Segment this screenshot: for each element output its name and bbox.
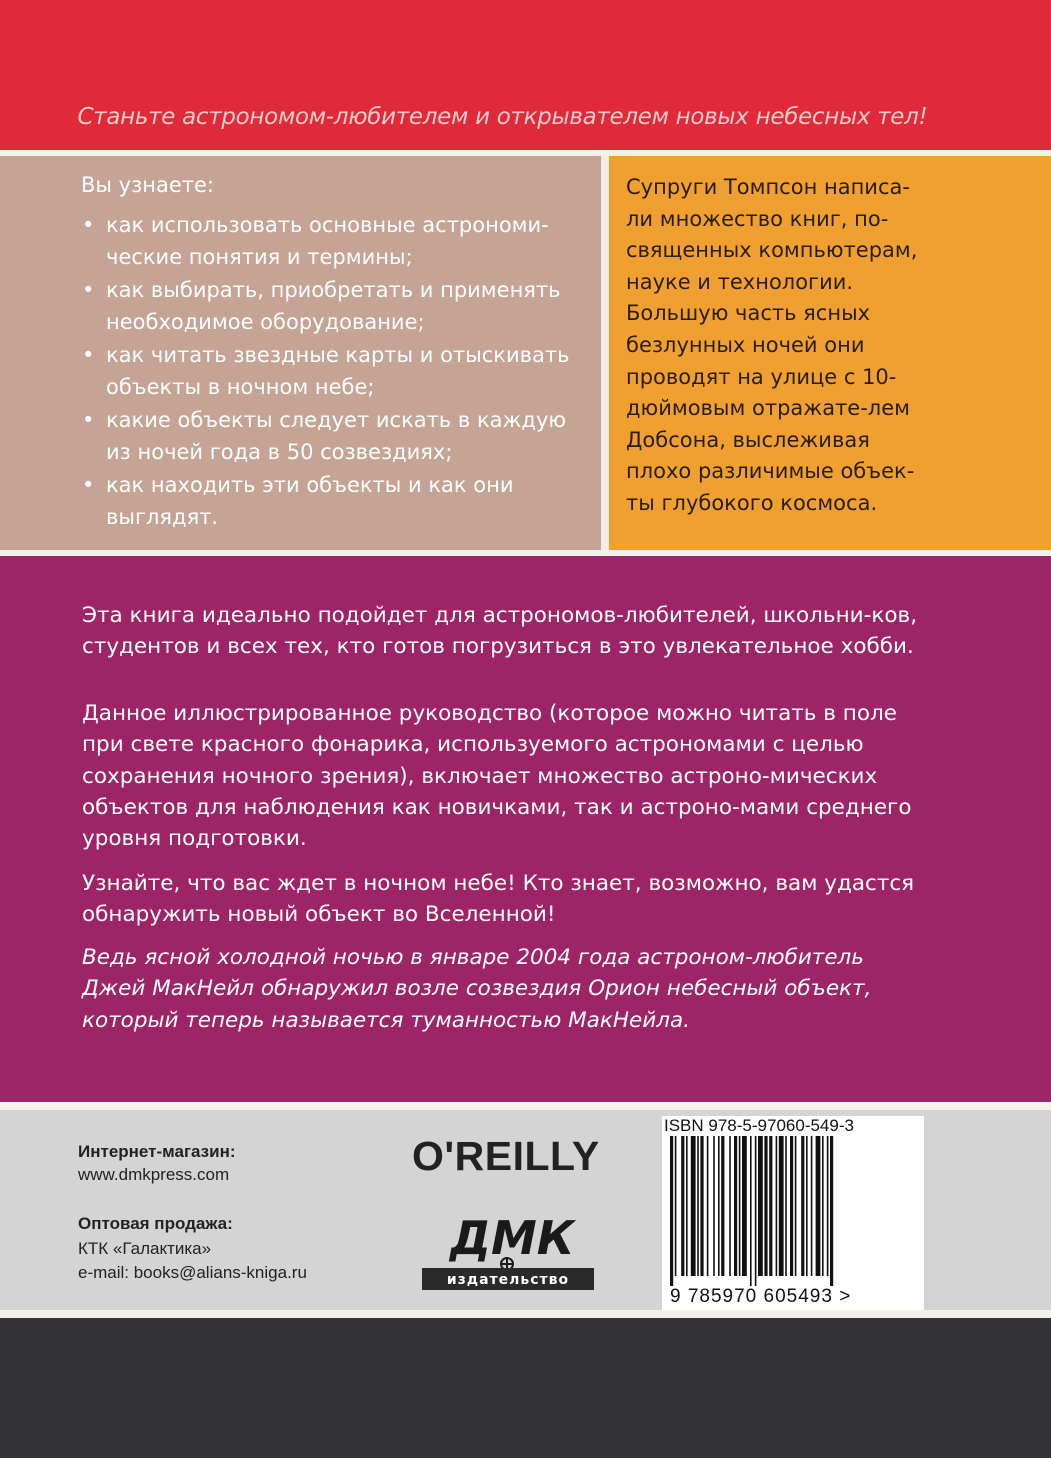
learn-item: • как использовать основные астрономи-ческие понятия и термины;: [82, 210, 582, 273]
wholesale-company: КТК «Галактика»: [78, 1239, 212, 1258]
oreilly-logo: O'REILLY: [412, 1133, 600, 1179]
barcode-digits: 9 785970 605493 >: [670, 1286, 852, 1307]
description-paragraph: Эта книга идеально подойдет для астрономов-любителей, школьни-ков, студентов и всех тех, кто готов погрузиться в это увлекательное хобби.: [82, 603, 918, 660]
dmk-logo-text: ДМК: [450, 1211, 575, 1265]
divider: [0, 1310, 1051, 1318]
learn-item: • какие объекты следует искать в каждую из ночей года в 50 созвездиях;: [82, 405, 582, 468]
wholesale-label: Оптовая продажа:: [78, 1214, 233, 1233]
tagline: Станьте астрономом-любителем и открывателем новых небесных тел!: [77, 104, 928, 130]
description-paragraph: Данное иллюстрированное руководство (которое можно читать в поле при свете красного фонарика, используемого астрономами с целью сохранения ночного зрения), включает множество астроно-мических объектов для наблюдения как новичками, так и астроно-мами среднего уровня подготовки.: [82, 701, 912, 852]
shop-url: www.dmkpress.com: [78, 1165, 230, 1184]
vertical-divider: [601, 156, 609, 550]
bullet: •: [82, 473, 95, 497]
bullet: •: [82, 213, 95, 237]
authors-text: Супруги Томпсон написа-ли множество книг, по-священных компьютерам, науке и технологии. Большую часть ясных безлунных ночей они проводят на улице с 10-дюймовым отражате-лем Добсона, выслеживая плохо различимые объек-ты глубокого космоса.: [626, 175, 918, 515]
learn-item: • как выбирать, приобретать и применять необходимое оборудование;: [82, 275, 582, 338]
dmk-logo: [418, 1200, 596, 1292]
learn-item: • как находить эти объекты и как они выглядят.: [82, 470, 582, 533]
barcode: [662, 1136, 924, 1286]
shop-label: Интернет-магазин:: [78, 1142, 236, 1161]
bullet: •: [82, 343, 95, 367]
wholesale-email: e-mail: books@alians-kniga.ru: [78, 1263, 307, 1282]
bullet: •: [82, 408, 95, 432]
description-italic-paragraph: Ведь ясной холодной ночью в январе 2004 года астроном-любитель Джей МакНейл обнаружил возле созвездия Орион небесный объект, который теперь называется туманностью МакНейла.: [82, 945, 872, 1033]
dmk-sub-text: издательство: [446, 1272, 570, 1288]
isbn-text: ISBN 978-5-97060-549-3: [664, 1116, 854, 1135]
learn-list: [82, 210, 582, 535]
dark-bottom-band: [0, 1318, 1051, 1458]
learn-heading: Вы узнаете:: [81, 173, 215, 197]
bullet: •: [82, 278, 95, 302]
learn-item: • как читать звездные карты и отыскивать объекты в ночном небе;: [82, 340, 582, 403]
description-paragraph: Узнайте, что вас ждет в ночном небе! Кто знает, возможно, вам удастся обнаружить новый объект во Вселенной!: [82, 871, 915, 928]
divider: [0, 1102, 1051, 1110]
